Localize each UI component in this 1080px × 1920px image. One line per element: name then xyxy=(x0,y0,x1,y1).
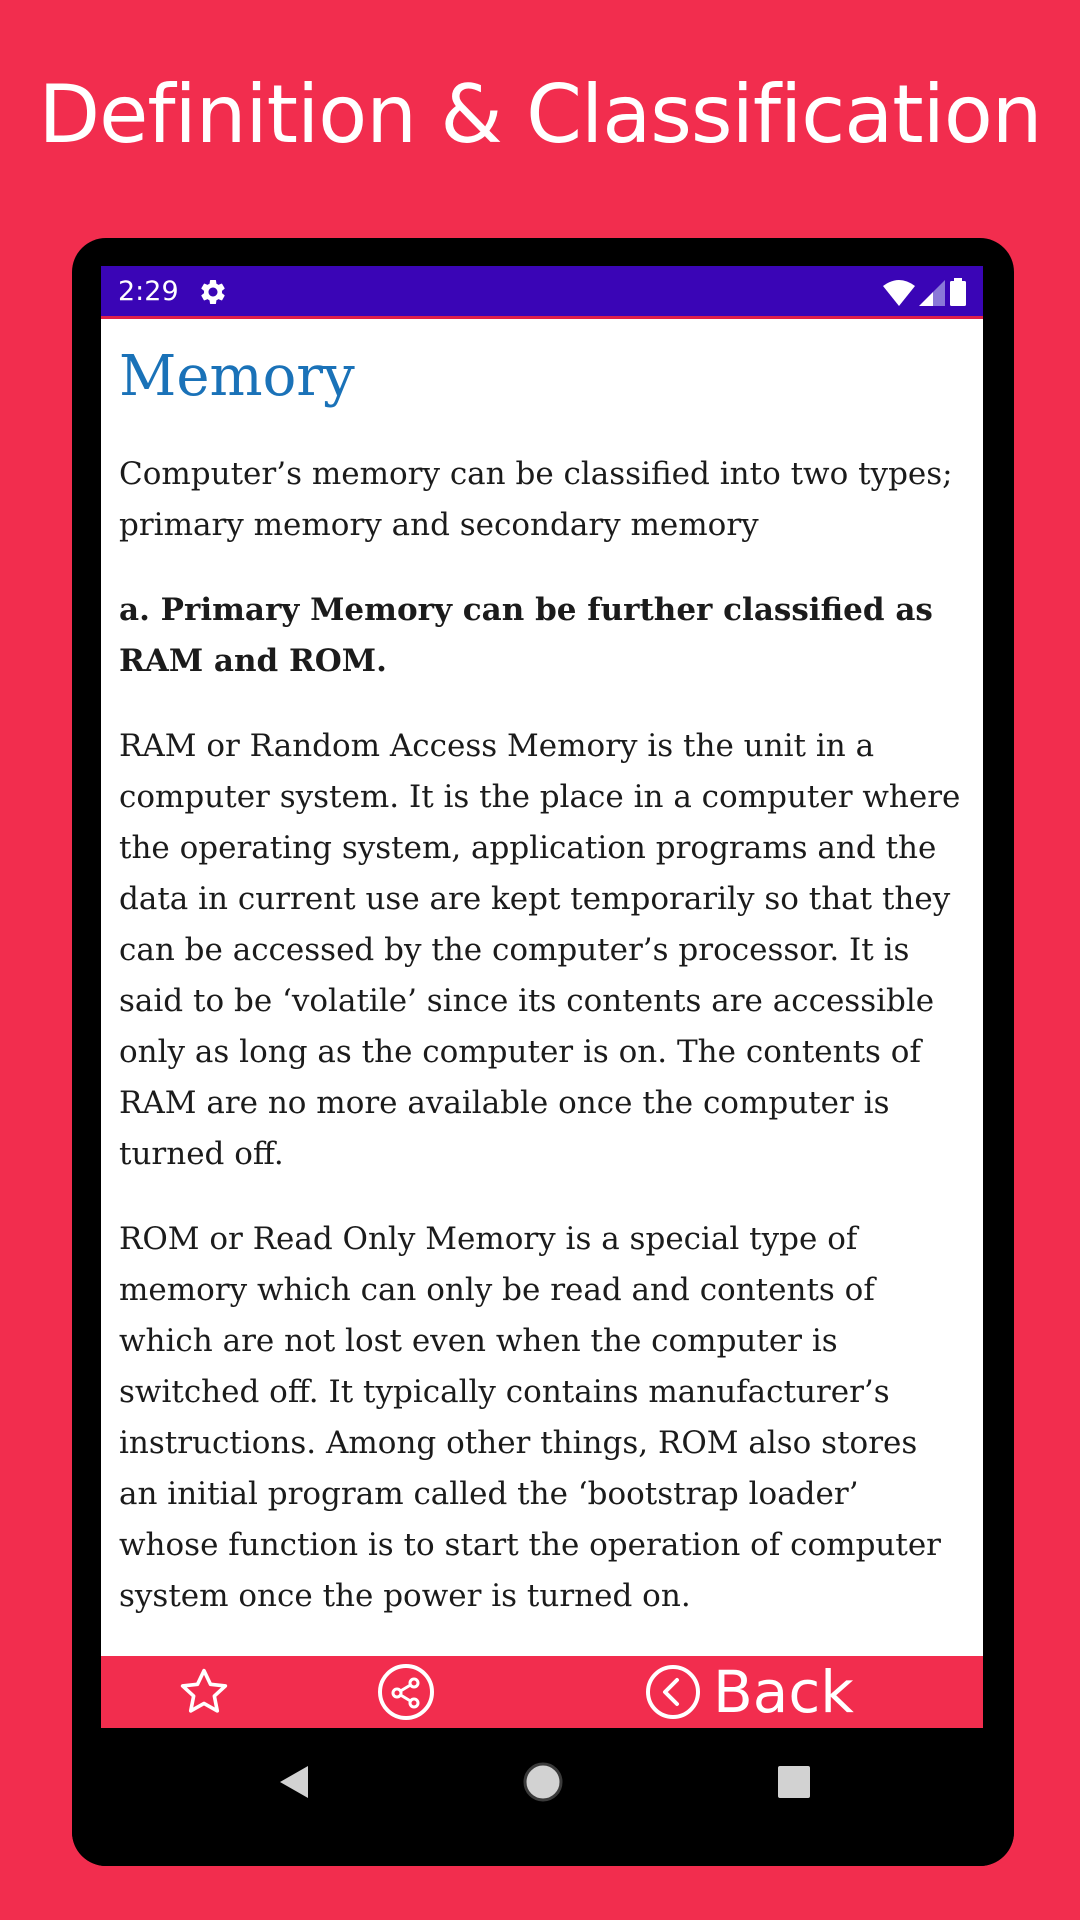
signal-icon xyxy=(919,280,945,306)
home-circle-icon[interactable] xyxy=(513,1752,573,1812)
back-button[interactable] xyxy=(645,1656,854,1728)
article-paragraph-ram: RAM or Random Access Memory is the unit in a computer system. It is the place in a computer where the operating system, application programs and the data in current use are kept temporarily so that they can be accessed by the computer’s processor. It is said to be ‘volatile’ since its contents are accessible only as long as the computer is on. The contents of RAM are no more available once the computer is turned off. xyxy=(119,728,961,1172)
status-bar xyxy=(101,266,983,319)
favorite-button[interactable] xyxy=(177,1656,231,1728)
app-screen xyxy=(101,266,983,1728)
status-icons xyxy=(883,278,967,306)
battery-icon xyxy=(949,278,967,306)
gear-icon xyxy=(198,277,228,307)
share-button[interactable] xyxy=(377,1656,435,1728)
bottom-action-bar xyxy=(101,1656,983,1728)
system-nav-bar xyxy=(72,1728,1014,1866)
device-frame xyxy=(72,238,1014,1866)
article-paragraph-subheading: a. Primary Memory can be further classified as RAM and ROM. xyxy=(119,592,933,679)
article-content[interactable] xyxy=(101,319,983,1656)
recents-square-icon[interactable] xyxy=(764,1752,824,1812)
banner-title: Definition & Classification xyxy=(38,68,1042,161)
article-paragraph-intro: Computer’s memory can be classified into two types; primary memory and secondary memory xyxy=(119,456,953,543)
status-time: 2:29 xyxy=(118,276,179,307)
article-paragraph-rom: ROM or Read Only Memory is a special type of memory which can only be read and contents of which are not lost even when the computer is switched off. It typically contains manufacturer’s instructions. Among other things, ROM also stores an initial program called the ‘bootstrap loader’ whose function is to start the operation of computer system once the power is turned on. xyxy=(119,1221,941,1614)
star-icon xyxy=(177,1665,231,1719)
back-button-label: Back xyxy=(713,1658,854,1726)
wifi-icon xyxy=(883,280,915,306)
share-icon xyxy=(377,1663,435,1721)
back-triangle-icon[interactable] xyxy=(264,1752,324,1812)
chevron-left-circle-icon xyxy=(645,1664,701,1720)
article-title: Memory xyxy=(119,344,355,409)
